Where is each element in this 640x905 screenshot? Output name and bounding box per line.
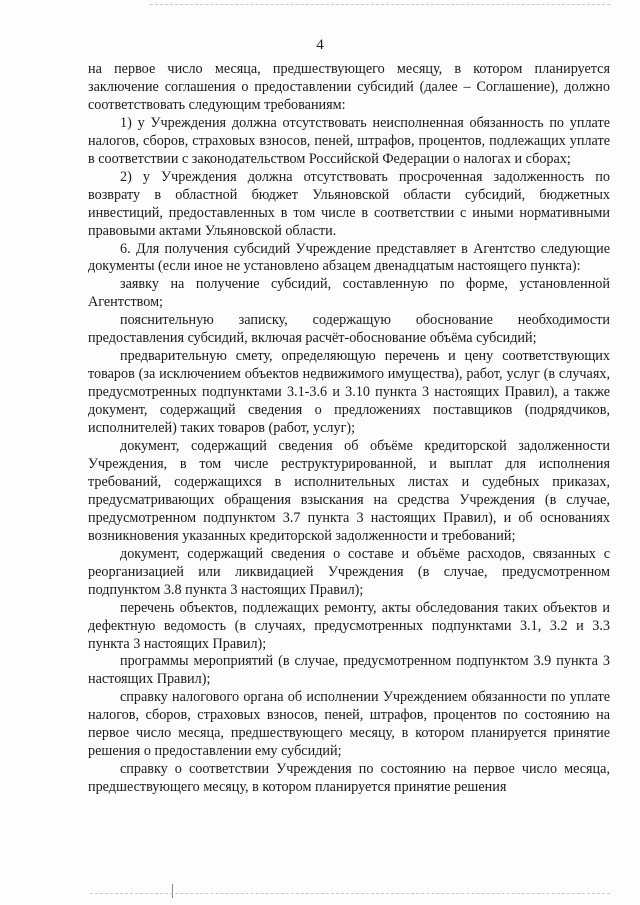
- list-item-event-programs: программы мероприятий (в случае, предусмотренном подпунктом 3.9 пункта 3 настоящих Правил);: [88, 653, 610, 688]
- paragraph-requirement-2: 2) у Учреждения должна отсутствовать просроченная задолженность по возврату в областной бюджет Ульяновской области субсидий, бюджетных инвестиций, предоставленных в том числе в соответствии с иными нормативными правовыми актами Ульяновской области.: [88, 168, 610, 239]
- scan-mark: [172, 884, 173, 898]
- list-item-preliminary-estimate: предварительную смету, определяющую перечень и цену соответствующих товаров (за исключением объектов недвижимого имущества), работ, услуг (в случаях, предусмотренных подпунктами 3.1-3.6 и 3.10 пункта 3 настоящих Правил), а также документ, содержащий сведения о предложениях поставщиков (подрядчиков, исполнителей) таких товаров (работ, услуг);: [88, 348, 610, 437]
- paragraph-section-6: 6. Для получения субсидий Учреждение представляет в Агентство следующие документы (если иное не установлено абзацем двенадцатым настоящего пункта):: [88, 240, 610, 275]
- list-item-compliance-certificate: справку о соответствии Учреждения по состоянию на первое число месяца, предшествующего месяцу, в котором планируется принятие решения: [88, 761, 610, 796]
- page-number: 4: [316, 37, 324, 53]
- body-text: [88, 61, 610, 797]
- list-item-application: заявку на получение субсидий, составленную по форме, установленной Агентством;: [88, 276, 610, 311]
- scan-edge-bottom: [90, 893, 610, 894]
- list-item-reorganization-document: документ, содержащий сведения о составе и объёме расходов, связанных с реорганизацией или ликвидацией Учреждения (в случае, предусмотренном подпунктом 3.8 пункта 3 настоящих Правил);: [88, 545, 610, 598]
- scan-edge-top: [150, 4, 610, 5]
- list-item-repair-objects: перечень объектов, подлежащих ремонту, акты обследования таких объектов и дефектную ведомость (в случаях, предусмотренных подпунктами 3.1, 3.2 и 3.3 пункта 3 настоящих Правил);: [88, 599, 610, 652]
- list-item-explanatory-note: пояснительную записку, содержащую обоснование необходимости предоставления субсидий, включая расчёт-обоснование объёма субсидий;: [88, 312, 610, 347]
- list-item-debt-document: документ, содержащий сведения об объёме кредиторской задолженности Учреждения, в том числе реструктурированной, и выплат для исполнения требований, содержащихся в исполнительных листах и судебных приказах, предусматривающих обращения взыскания на средства Учреждения (в случае, предусмотренном подпунктом 3.7 пункта 3 настоящих Правил), и об основаниях возникновения указанных кредиторской задолженности и требований;: [88, 438, 610, 544]
- list-item-tax-certificate: справку налогового органа об исполнении Учреждением обязанности по уплате налогов, сборов, страховых взносов, пеней, штрафов, процентов по состоянию на первое число месяца, предшествующего месяцу, в котором планируется принятие решения о предоставлении ему субсидий;: [88, 689, 610, 760]
- paragraph-requirement-1: 1) у Учреждения должна отсутствовать неисполненная обязанность по уплате налогов, сборов, страховых взносов, пеней, штрафов, процентов, подлежащих уплате в соответствии с законодательством Российской Федерации о налогах и сборах;: [88, 114, 610, 167]
- paragraph-continuation: на первое число месяца, предшествующего месяцу, в котором планируется заключение соглашения о предоставлении субсидий (далее – Соглашение), должно соответствовать следующим требованиям:: [88, 61, 610, 113]
